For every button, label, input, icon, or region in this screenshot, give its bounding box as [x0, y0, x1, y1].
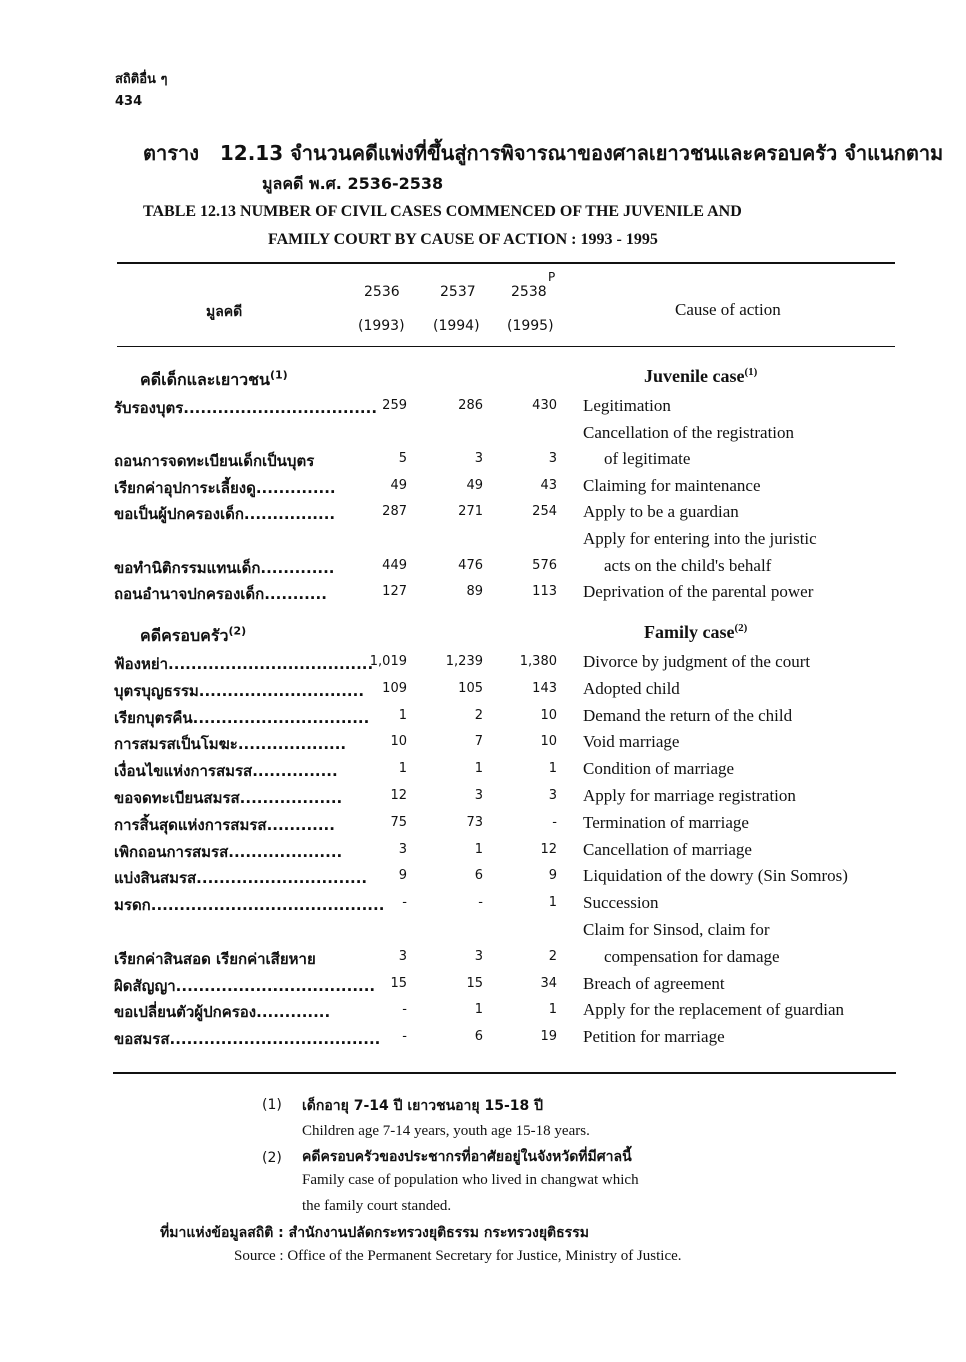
row-english-label: compensation for damage: [604, 946, 780, 966]
row-value-1: 10: [390, 734, 407, 750]
row-value-1: 12: [390, 788, 407, 803]
row-value-1: 1,019: [369, 654, 407, 669]
row-value-3: 1: [548, 1002, 557, 1018]
row-english-label: Claiming for maintenance: [583, 475, 761, 495]
row-english-label: Legitimation: [583, 396, 671, 415]
footnote-ref-2-en: (2): [734, 622, 748, 634]
thai-title-line2: มูลคดี พ.ศ. 2536-2538: [262, 174, 444, 193]
row-value-3: 12: [540, 841, 557, 857]
year-header-2-be: 2537: [440, 284, 476, 300]
row-value-2: 49: [466, 477, 483, 493]
row-value-3: 254: [532, 504, 557, 520]
section-juvenile-en-label: Juvenile case: [644, 366, 745, 386]
row-english-label: of legitimate: [604, 449, 691, 469]
row-thai-label: ขอเป็นผู้ปกครองเด็ก................: [114, 505, 336, 524]
row-english-label: Breach of agreement: [583, 973, 725, 993]
row-english-label: Divorce by judgment of the court: [583, 652, 811, 671]
table-row: [0, 529, 966, 556]
table-row: [0, 947, 966, 974]
row-value-2: -: [478, 895, 483, 911]
row-value-1: 287: [382, 504, 407, 520]
footnote-2-label: (2): [262, 1150, 282, 1166]
preliminary-mark: P: [548, 270, 556, 284]
row-value-3: 1: [548, 895, 557, 911]
row-value-2: 271: [458, 504, 483, 520]
table-row: [0, 423, 966, 450]
section-family-en: [644, 622, 747, 643]
table-row: [0, 840, 966, 867]
table-row: [0, 866, 966, 893]
row-english-label: Void marriage: [583, 732, 680, 752]
year-header-1-be: 2536: [364, 284, 400, 300]
row-english-label: Condition of marriage: [583, 759, 735, 779]
row-thai-label: ขอสมรส.....................................: [114, 1030, 381, 1049]
year-header-3-ce: (1995): [507, 318, 554, 334]
row-english-label: Apply for marriage registration: [583, 786, 796, 805]
year-header-3-be: 2538: [511, 284, 547, 300]
row-thai-label: ขอเปลี่ยนตัวผู้ปกครอง.............: [114, 1003, 331, 1022]
row-thai-label: เรียกค่าสินสอด เรียกค่าเสียหาย: [114, 949, 316, 968]
table-row: [0, 556, 966, 583]
table-row: [0, 476, 966, 503]
footnote-ref-2: (2): [228, 624, 247, 638]
row-value-1: -: [402, 1002, 407, 1018]
english-title: TABLE 12.13 NUMBER OF CIVIL CASES COMMENCED OF THE JUVENILE AND: [143, 203, 742, 220]
row-english-label: Apply for entering into the juristic: [583, 529, 817, 548]
table-row: [0, 920, 966, 947]
table-row: [0, 449, 966, 476]
row-thai-label: ถอนอำนาจปกครองเด็ก...........: [114, 585, 327, 604]
row-english-label: Claim for Sinsod, claim for: [583, 920, 770, 939]
row-value-3: 2: [548, 948, 557, 964]
table-row: [0, 1027, 966, 1054]
row-english-label: Cancellation of the registration: [583, 422, 795, 442]
table-header-rule: [117, 346, 895, 347]
english-column-header: Cause of action: [675, 300, 781, 319]
row-value-3: 43: [540, 477, 557, 493]
row-english-label: Apply for the replacement of guardian: [583, 1000, 845, 1020]
table-row: [0, 893, 966, 920]
row-value-1: -: [402, 1029, 407, 1045]
row-value-3: 3: [548, 788, 557, 803]
page-number: 434: [115, 94, 143, 109]
row-thai-label: บุตรบุญธรรม.............................: [114, 681, 365, 700]
table-row: [0, 759, 966, 786]
table-row: [0, 786, 966, 813]
row-thai-label: การสิ้นสุดแห่งการสมรส............: [114, 815, 335, 834]
row-value-1: 1: [398, 707, 407, 723]
footnote-1-thai: เด็กอายุ 7-14 ปี เยาวชนอายุ 15-18 ปี: [302, 1098, 544, 1114]
row-thai-label: เพิกถอนการสมรส....................: [114, 842, 343, 861]
row-thai-label: เงื่อนไขแห่งการสมรส...............: [114, 762, 338, 781]
row-value-2: 73: [466, 814, 483, 830]
row-english-label: acts on the child's behalf: [604, 555, 772, 575]
year-header-1-ce: (1993): [358, 318, 405, 334]
row-thai-label: มรดก.........................................: [114, 896, 385, 915]
row-english-label: Deprivation of the parental power: [583, 582, 814, 602]
section-juvenile-thai-label: คดีเด็กและเยาวชน: [140, 370, 270, 389]
year-header-2-ce: (1994): [433, 318, 480, 334]
row-value-2: 1: [474, 1002, 483, 1018]
row-value-3: 3: [548, 451, 557, 467]
row-value-2: 286: [458, 398, 483, 413]
row-value-2: 3: [474, 788, 483, 803]
thai-title-prefix: ตาราง: [143, 141, 199, 165]
english-title-line2: FAMILY COURT BY CAUSE OF ACTION : 1993 - 1995: [268, 231, 658, 248]
row-english-label: Termination of marriage: [583, 812, 749, 832]
section-juvenile-thai: [140, 368, 288, 393]
source-thai: ที่มาแห่งข้อมูลสถิติ : สำนักงานปลัดกระทรวงยุติธรรม กระทรวงยุติธรรม: [160, 1225, 589, 1241]
row-value-3: 1: [548, 761, 557, 777]
row-value-1: 75: [390, 814, 407, 830]
row-english-label: Cancellation of marriage: [583, 839, 752, 859]
row-thai-label: ผิดสัญญา...................................: [114, 976, 376, 995]
row-value-2: 89: [466, 584, 483, 600]
footnote-2-en-line2: the family court standed.: [302, 1198, 452, 1214]
row-english-label: Apply to be a guardian: [583, 502, 739, 522]
row-value-3: 19: [540, 1029, 557, 1045]
row-english-label: Liquidation of the dowry (Sin Somros): [583, 866, 848, 886]
row-value-3: -: [552, 814, 557, 830]
table-row: [0, 679, 966, 706]
row-thai-label: เรียกค่าอุปการะเลี้ยงดู..............: [114, 478, 336, 497]
row-value-1: 3: [398, 841, 407, 857]
row-value-2: 1,239: [445, 654, 483, 669]
row-value-2: 105: [458, 680, 483, 696]
row-english-label: Adopted child: [583, 678, 680, 698]
table-row: [0, 813, 966, 840]
row-value-1: 3: [398, 948, 407, 964]
footnote-2-en-line1: Family case of population who lived in changwat which: [302, 1172, 639, 1188]
row-thai-label: ขอทำนิติกรรมแทนเด็ก.............: [114, 558, 335, 577]
row-value-1: 5: [398, 451, 407, 467]
row-thai-label: ถอนการจดทะเบียนเด็กเป็นบุตร: [114, 452, 315, 471]
table-top-rule: [117, 262, 895, 264]
section-family-thai-label: คดีครอบครัว: [140, 626, 229, 645]
row-value-2: 3: [474, 451, 483, 467]
table-bottom-rule: [113, 1072, 896, 1074]
section-family-thai: [140, 624, 246, 649]
row-value-3: 113: [532, 584, 557, 600]
table-row: [0, 396, 966, 423]
row-value-3: 9: [548, 868, 557, 884]
row-value-2: 6: [474, 1029, 483, 1045]
row-value-2: 2: [474, 707, 483, 723]
row-value-1: 49: [390, 477, 407, 493]
row-thai-label: ขอจดทะเบียนสมรส..................: [114, 789, 343, 807]
row-value-3: 143: [532, 680, 557, 696]
row-value-1: 449: [382, 557, 407, 573]
footnote-ref-1-en: (1): [744, 366, 758, 378]
table-row: [0, 502, 966, 529]
table-row: [0, 652, 966, 679]
row-thai-label: รับรองบุตร..................................: [114, 399, 378, 417]
footnote-ref-1: (1): [269, 368, 288, 382]
row-value-3: 10: [540, 734, 557, 750]
row-thai-label: แบ่งสินสมรส..............................: [114, 869, 368, 888]
footnote-1-en: Children age 7-14 years, youth age 15-18 years.: [302, 1123, 590, 1139]
row-value-2: 15: [466, 975, 483, 991]
row-value-2: 476: [458, 557, 483, 573]
row-value-2: 7: [474, 734, 483, 750]
row-english-label: Demand the return of the child: [583, 705, 793, 725]
source-english: Source : Office of the Permanent Secretary for Justice, Ministry of Justice.: [234, 1248, 682, 1264]
row-value-1: 127: [382, 584, 407, 600]
section-juvenile-en: [644, 366, 757, 387]
row-value-2: 1: [474, 841, 483, 857]
row-value-3: 430: [532, 398, 557, 413]
row-thai-label: การสมรสเป็นโมฆะ...................: [114, 735, 347, 754]
thai-title: [143, 137, 943, 169]
row-thai-label: ฟ้องหย่า....................................: [114, 655, 374, 673]
thai-title-text: 12.13 จำนวนคดีแพ่งที่ขึ้นสู่การพิจารณาของศาลเยาวชนและครอบครัว จำแนกตาม: [219, 141, 944, 165]
footnote-2-thai: คดีครอบครัวของประชากรที่อาศัยอยู่ในจังหวัดที่มีศาลนี้: [302, 1149, 632, 1165]
row-value-2: 6: [474, 868, 483, 884]
section-family-en-label: Family case: [644, 622, 735, 642]
page-section-label: สถิติอื่น ๆ: [115, 72, 168, 87]
table-row: [0, 1000, 966, 1027]
table-row: [0, 582, 966, 609]
thai-column-header: มูลคดี: [206, 304, 243, 320]
row-value-1: 109: [382, 680, 407, 696]
row-english-label: Succession: [583, 893, 659, 913]
row-value-3: 10: [540, 707, 557, 723]
row-value-1: 1: [398, 761, 407, 777]
row-value-1: 15: [390, 975, 407, 991]
row-value-3: 34: [540, 975, 557, 991]
row-english-label: Petition for marriage: [583, 1027, 725, 1047]
footnote-1-label: (1): [262, 1097, 282, 1113]
row-value-2: 1: [474, 761, 483, 777]
row-value-2: 3: [474, 948, 483, 964]
row-value-1: -: [402, 895, 407, 911]
row-value-3: 1,380: [519, 654, 557, 669]
row-value-1: 9: [398, 868, 407, 884]
table-row: [0, 732, 966, 759]
row-thai-label: เรียกบุตรคืน...............................: [114, 708, 370, 727]
row-value-1: 259: [382, 398, 407, 413]
table-row: [0, 706, 966, 733]
table-row: [0, 974, 966, 1001]
row-value-3: 576: [532, 557, 557, 573]
